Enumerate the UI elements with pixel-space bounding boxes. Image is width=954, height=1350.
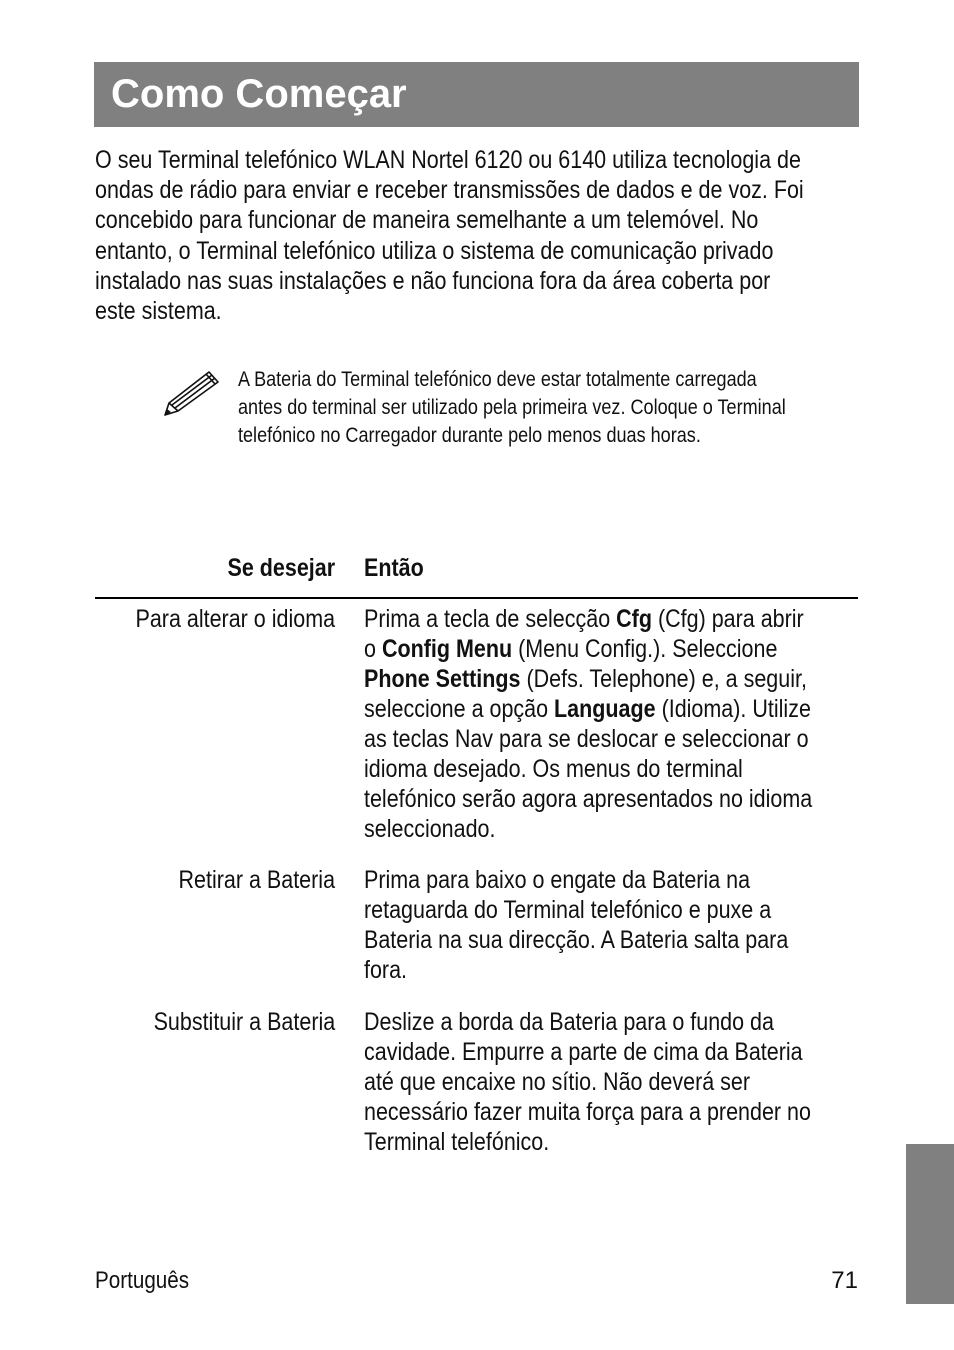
table-row-description <box>364 865 788 985</box>
table-row-label: Retirar a Bateria <box>178 866 335 894</box>
page-number: 71 <box>831 1267 858 1294</box>
description-text: fora. <box>364 956 408 984</box>
description-line <box>364 925 788 955</box>
note-text <box>238 366 786 451</box>
side-tab <box>906 1144 954 1304</box>
description-line <box>364 1037 811 1067</box>
description-text: idioma desejado. Os menus do terminal <box>364 755 743 783</box>
description-line <box>364 724 812 754</box>
description-text: cavidade. Empurre a parte de cima da Bateria <box>364 1038 803 1066</box>
ui-term: Phone Settings <box>364 665 521 693</box>
note-line: telefónico no Carregador durante pelo menos duas horas. <box>238 424 701 448</box>
note-line: antes do terminal ser utilizado pela primeira vez. Coloque o Terminal <box>238 396 786 420</box>
description-text: retaguarda do Terminal telefónico e puxe a <box>364 896 772 924</box>
description-line <box>364 1127 811 1157</box>
description-line <box>364 1097 811 1127</box>
intro-line: O seu Terminal telefónico WLAN Nortel 6120 ou 6140 utiliza tecnologia de <box>95 146 801 174</box>
description-text: (Defs. Telephone) e, a seguir, <box>520 665 807 693</box>
page-title: Como Começar <box>111 72 407 116</box>
description-line <box>364 694 812 724</box>
description-line <box>364 895 788 925</box>
description-line <box>364 1007 811 1037</box>
intro-line: este sistema. <box>95 296 222 325</box>
table-header-right: Então <box>364 554 424 582</box>
description-line <box>364 754 812 784</box>
intro-line: entanto, o Terminal telefónico utiliza o sistema de comunicação privado <box>95 236 774 265</box>
description-line <box>364 865 788 895</box>
description-line <box>364 955 788 985</box>
description-text: Bateria na sua direcção. A Bateria salta para <box>364 926 789 954</box>
table-row-description <box>364 1007 811 1157</box>
description-text: seleccionado. <box>364 815 496 843</box>
description-line <box>364 814 812 844</box>
intro-line: ondas de rádio para enviar e receber transmissões de dados e de voz. Foi <box>95 176 804 205</box>
description-text: até que encaixe no sítio. Não deverá ser <box>364 1068 751 1096</box>
table-row-label: Substituir a Bateria <box>153 1008 335 1036</box>
ui-term: Language <box>554 695 656 723</box>
description-text: as teclas Nav para se deslocar e seleccionar o <box>364 725 809 753</box>
description-text: Prima para baixo o engate da Bateria na <box>364 866 751 894</box>
title-bar <box>94 62 859 127</box>
description-line <box>364 604 812 634</box>
description-text: telefónico serão agora apresentados no idioma <box>364 785 813 813</box>
description-line <box>364 1067 811 1097</box>
footer-language: Português <box>95 1267 190 1294</box>
description-text: (Menu Config.). Seleccione <box>512 635 778 663</box>
note-line: A Bateria do Terminal telefónico deve estar totalmente carregada <box>238 368 757 391</box>
table-divider <box>95 597 858 599</box>
table-row-description <box>364 604 812 844</box>
description-text: (Cfg) para abrir <box>651 605 804 633</box>
intro-paragraph <box>95 145 804 326</box>
description-text: Terminal telefónico. <box>364 1128 550 1156</box>
ui-term: Config Menu <box>381 635 513 663</box>
description-text: seleccione a opção <box>364 695 555 723</box>
description-line <box>364 784 812 814</box>
description-text: necessário fazer muita força para a prender no <box>364 1098 811 1126</box>
table-row-label: Para alterar o idioma <box>135 605 335 633</box>
intro-line: concebido para funcionar de maneira semelhante a um telemóvel. No <box>95 206 759 235</box>
intro-line: instalado nas suas instalações e não funciona fora da área coberta por <box>95 266 771 295</box>
description-text: Prima a tecla de selecção <box>364 605 617 633</box>
pencil-icon <box>162 366 224 418</box>
description-line <box>364 634 812 664</box>
description-text: Deslize a borda da Bateria para o fundo da <box>364 1008 774 1036</box>
table-header-left: Se desejar <box>227 554 335 582</box>
description-text: o <box>364 635 382 663</box>
description-text: (Idioma). Utilize <box>655 695 811 723</box>
description-line <box>364 664 812 694</box>
ui-term: Cfg <box>616 605 652 633</box>
